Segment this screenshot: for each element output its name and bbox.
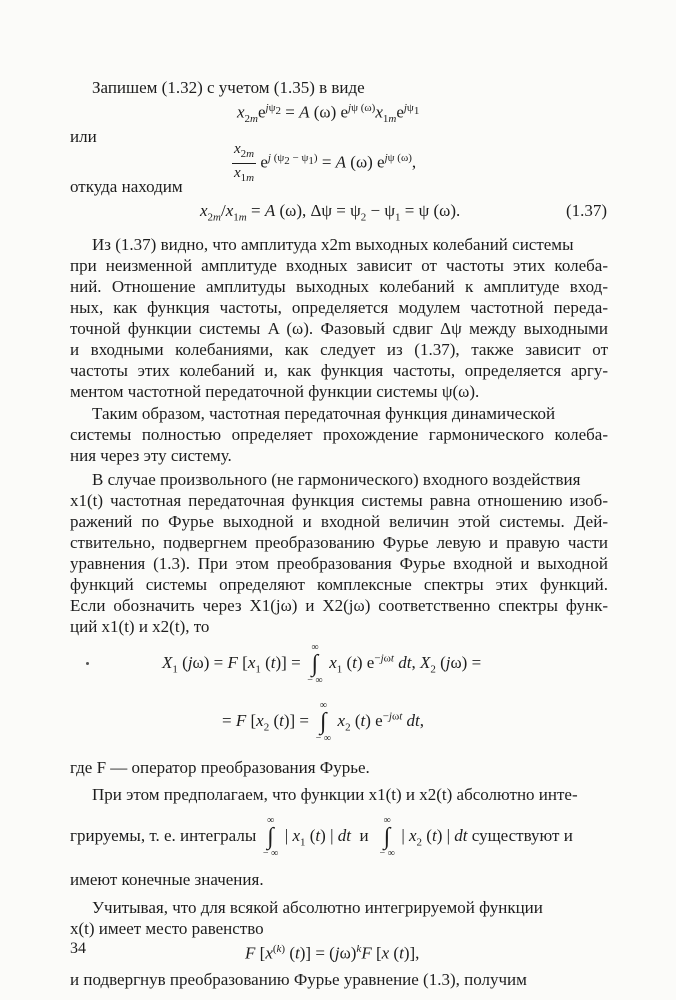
text-fragment: грируемы, т. е. интегралы bbox=[70, 825, 257, 845]
formula-3: $x_{2m}/x_{1m} = A$ (ω), $\Delta\psi = \psi_2 - \psi_1 = \psi$ (ω). bbox=[200, 201, 461, 224]
text-line: при неизменной амплитуде входных зависит от частоты этих колеба- bbox=[70, 256, 608, 275]
text-line: системы полностью определяет прохождение гармонического колеба- bbox=[70, 425, 608, 444]
text-line: ций x1(t) и x2(t), то bbox=[70, 617, 210, 636]
text-line: точной функции системы A (ω). Фазовый сдвиг Δψ между выходными bbox=[70, 319, 608, 338]
formula-6-line: грируемы, т. е. интегралы ∞ ∫ − ∞ | $x_1$ (t) | dt и ∞ ∫ − ∞ | $x_2$ (t) | dt существуют и bbox=[70, 815, 573, 859]
text-line: ний. Отношение амплитуды выходных колебаний к амплитуде вход- bbox=[70, 277, 608, 296]
text-line: или bbox=[70, 127, 97, 146]
text-line: ния через эту систему. bbox=[70, 446, 232, 465]
text-line: Если обозначить через X1(jω) и X2(jω) соответственно спектры функ- bbox=[70, 596, 608, 615]
formula-2: $\frac{x_{2m}}{x_{1m}}$ $e^{j (\psi_2 - \psi_1)} = A$ (ω) $e^{j\psi (\omega)}$, bbox=[234, 141, 417, 184]
text-line: имеют конечные значения. bbox=[70, 870, 264, 889]
ink-dot bbox=[86, 662, 89, 665]
text-line: откуда находим bbox=[70, 177, 183, 196]
text-line: уравнения (1.3). При этом преобразования Фурье входной и выходной bbox=[70, 554, 608, 573]
text-line: Учитывая, что для всякой абсолютно интегрируемой функции bbox=[92, 898, 543, 917]
text-line: частоты этих колебаний и, как функция частоты, определяется аргу- bbox=[70, 361, 608, 380]
text-fragment: и bbox=[359, 825, 369, 845]
text-line: и входными колебаниями, как следует из (1.37), также зависит от bbox=[70, 340, 608, 359]
text-line: ментом частотной передаточной функции системы ψ(ω). bbox=[70, 382, 480, 401]
formula-1: $x_{2m}e^{j\psi_2} = A$ (ω) $e^{j\psi (\omega)}x_{1m}e^{j\psi_1}$ bbox=[237, 102, 420, 126]
text-line: В случае произвольного (не гармонического) входного воздействия bbox=[92, 470, 581, 489]
text-line: x1(t) частотная передаточная функция системы равна отношению изоб- bbox=[70, 491, 608, 510]
equation-number: (1.37) bbox=[566, 201, 608, 220]
text-line: где F — оператор преобразования Фурье. bbox=[70, 758, 370, 777]
page-number: 34 bbox=[70, 940, 86, 957]
text-line: x(t) имеет место равенство bbox=[70, 919, 264, 938]
text-line: При этом предполагаем, что функции x1(t) и x2(t) абсолютно инте- bbox=[92, 785, 578, 804]
text-line: ных, как функция частоты, определяется модулем частотной переда- bbox=[70, 298, 608, 317]
formula-4: $X_1$ (jω) = F [$x_1$ (t)] = ∞ ∫ − ∞ $x_1$ (t) $e^{-j\omega t}$ dt, $X_2$ (jω) = bbox=[162, 642, 482, 686]
text-fragment: существуют и bbox=[471, 825, 573, 845]
text-line: ражений по Фурье выходной и входной величин этой системы. Дей- bbox=[70, 512, 608, 531]
formula-7: F [$x^{(k)}$ $(t)] = (j\omega)^kF$ [x (t)], bbox=[245, 943, 420, 963]
text-line: Из (1.37) видно, что амплитуда x2m выходных колебаний системы bbox=[92, 235, 574, 254]
formula-5: = F [$x_2$ (t)] = ∞ ∫ − ∞ $x_2$ (t) $e^{-j\omega t}$ dt, bbox=[222, 700, 425, 744]
text-line: функций системы определяют комплексные спектры этих функций. bbox=[70, 575, 608, 594]
text-line: Запишем (1.32) с учетом (1.35) в виде bbox=[92, 78, 365, 97]
text-line: ствительно, подвергнем преобразованию Фурье левую и правую части bbox=[70, 533, 608, 552]
text-line: и подвергнув преобразованию Фурье уравнение (1.3), получим bbox=[70, 970, 527, 989]
text-line: Таким образом, частотная передаточная функция динамической bbox=[92, 404, 556, 423]
